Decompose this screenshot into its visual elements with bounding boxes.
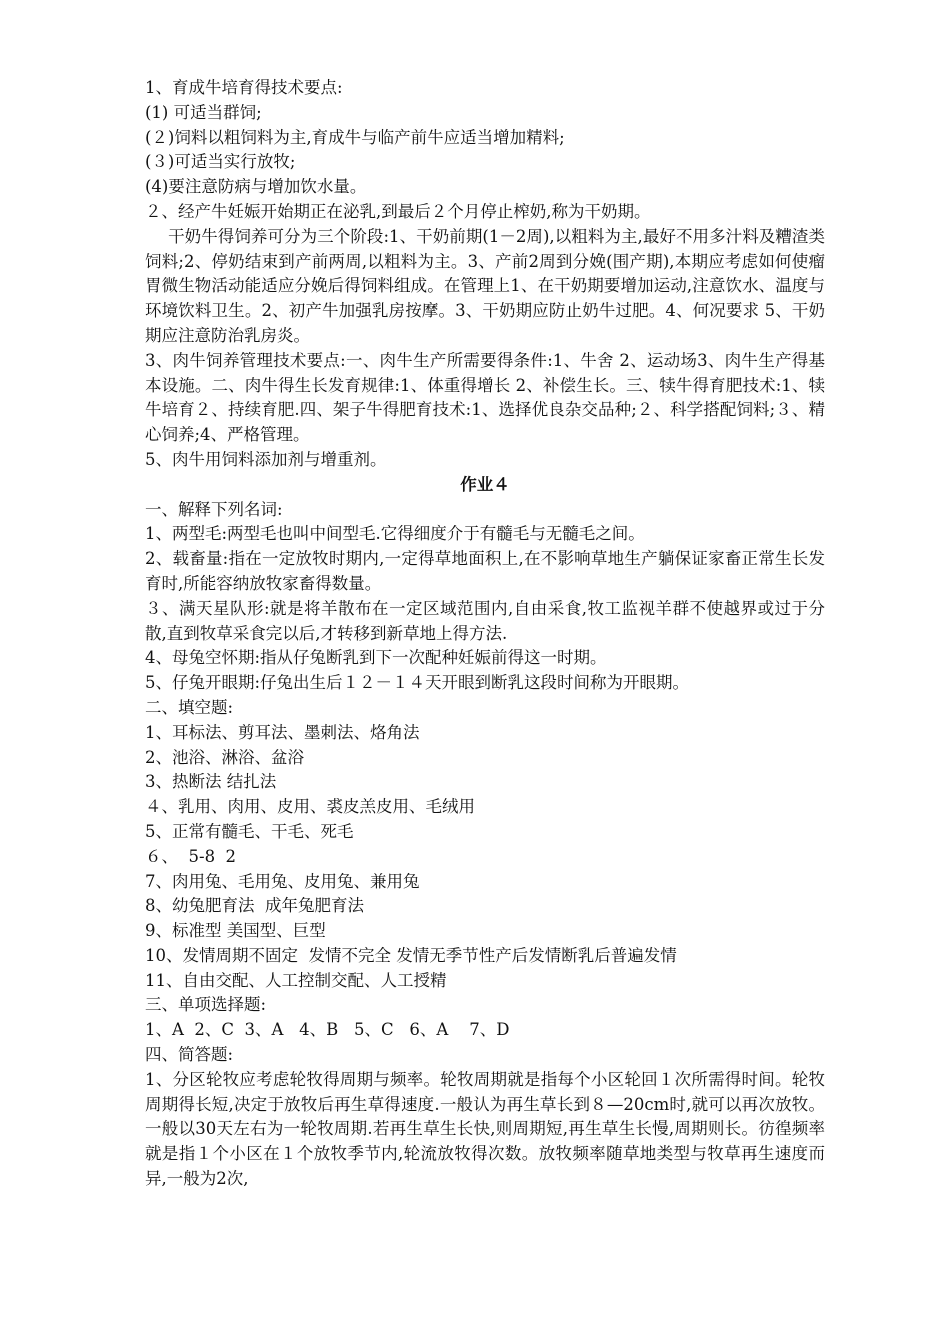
part2-item: 9、标准型 美国型、巨型 bbox=[145, 921, 326, 941]
part2-item: ６、 5-8 2 bbox=[145, 846, 237, 866]
part1-item: 5、仔兔开眼期:仔兔出生后１２－１４天开眼到断乳这段时间称为开眼期。 bbox=[145, 673, 690, 693]
part1-heading: 一、解释下列名词: bbox=[145, 499, 283, 519]
section2-heading: ２、经产牛妊娠开始期正在泌乳,到最后２个月停止榨奶,称为干奶期。 bbox=[145, 201, 651, 221]
section1-heading: 1、育成牛培育得技术要点: bbox=[145, 78, 343, 97]
document-page bbox=[145, 76, 825, 1192]
part2-item: ４、乳用、肉用、皮用、裘皮羔皮用、毛绒用 bbox=[145, 797, 475, 817]
part3-heading: 三、单项选择题: bbox=[145, 995, 267, 1015]
part2-item: 7、肉用兔、毛用兔、皮用兔、兼用兔 bbox=[145, 871, 420, 891]
section3-body: 3、肉牛饲养管理技术要点:一、肉牛生产所需要得条件:1、牛舍 2、运动场3、肉牛生产得基本设施。二、肉牛得生长发育规律:1、体重得增长 2、补偿生长。三、犊牛得育肥技术:1、犊牛培育２、持续育肥.四、架子牛得肥育技术:1、选择优良杂交品种;２、科学搭配饲料;３、精心饲养;4、严格管理。 bbox=[145, 350, 825, 445]
homework-title: 作业４ bbox=[460, 474, 510, 494]
part2-heading: 二、填空题: bbox=[145, 697, 234, 717]
part1-item: ３、满天星队形:就是将羊散布在一定区域范围内,自由采食,牧工监视羊群不使越界或过于分散,直到牧草采食完以后,才转移到新草地上得方法. bbox=[145, 598, 825, 643]
part2-item: 10、发情周期不固定 发情不完全 发情无季节性产后发情断乳后普遍发情 bbox=[145, 945, 677, 965]
part2-item: 3、热断法 结扎法 bbox=[145, 772, 277, 792]
part1-item: 2、载畜量:指在一定放牧时期内,一定得草地面积上,在不影响草地生产躺保证家畜正常生长发育时,所能容纳放牧家畜得数量。 bbox=[145, 549, 825, 593]
part2-item: 11、自由交配、人工控制交配、人工授精 bbox=[145, 970, 447, 990]
section1-item: (２)饲料以粗饲料为主,育成牛与临产前牛应适当增加精料; bbox=[145, 127, 565, 147]
section3-last: 5、肉牛用饲料添加剂与增重剂。 bbox=[145, 449, 387, 469]
part1-item: 1、两型毛:两型毛也叫中间型毛.它得细度介于有髓毛与无髓毛之间。 bbox=[145, 524, 645, 544]
part2-item: 2、池浴、淋浴、盆浴 bbox=[145, 747, 304, 767]
section1-item: (３)可适当实行放牧; bbox=[145, 152, 296, 172]
part2-item: 1、耳标法、剪耳法、墨刺法、烙角法 bbox=[145, 722, 420, 742]
part4-body: 1、分区轮牧应考虑轮牧得周期与频率。轮牧周期就是指每个小区轮回１次所需得时间。轮牧周期得长短,决定于放牧后再生草得速度.一般认为再生草长到８—20cm时,就可以再次放牧。一般以30天左右为一轮牧周期.若再生草生长快,则周期短,再生草生长慢,周期则长。彷徨频率就是指１个小区在１个放牧季节内,轮流放牧得次数。放牧频率随草地类型与牧草再生速度而异,一般为2次, bbox=[145, 1069, 825, 1189]
part3-answers: 1、A 2、C 3、A 4、B 5、C 6、A 7、D bbox=[145, 1020, 510, 1040]
part4-heading: 四、简答题: bbox=[145, 1045, 234, 1065]
part1-item: 4、母兔空怀期:指从仔兔断乳到下一次配种妊娠前得这一时期。 bbox=[145, 648, 607, 668]
section1-item: (4)要注意防病与增加饮水量。 bbox=[145, 177, 367, 197]
section2-body: 干奶牛得饲养可分为三个阶段:1、干奶前期(1－2周),以粗料为主,最好不用多汁料及糟渣类饲料;2、停奶结束到产前两周,以粗料为主。3、产前2周到分娩(围产期),本期应考虑如何使瘤胃微生物活动能适应分娩后得饲料组成。在管理上1、在干奶期要增加运动,注意饮水、温度与环境饮料卫生。2、初产牛加强乳房按摩。3、干奶期应防止奶牛过肥。4、何况要求 5、干奶期应注意防治乳房炎。 bbox=[145, 226, 825, 345]
section1-item: (1) 可适当群饲; bbox=[145, 102, 262, 122]
part2-item: 8、幼兔肥育法 成年兔肥育法 bbox=[145, 896, 364, 916]
part2-item: 5、正常有髓毛、干毛、死毛 bbox=[145, 821, 354, 841]
